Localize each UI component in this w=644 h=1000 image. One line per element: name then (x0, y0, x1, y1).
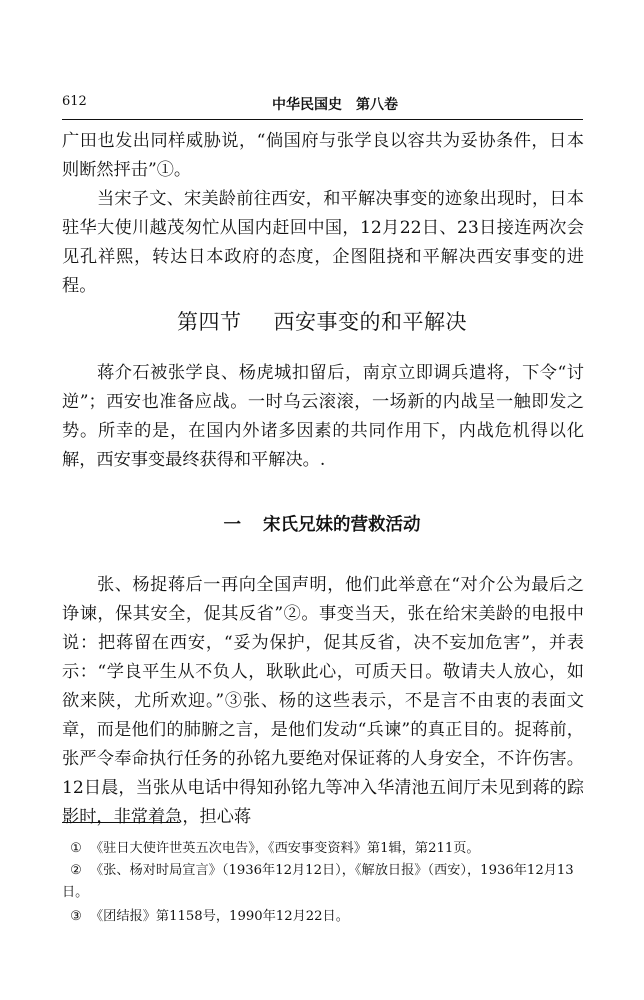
footnote-mark: ① (70, 841, 82, 856)
footnote-1 (62, 838, 584, 860)
paragraph-3: 蒋介石被张学良、杨虎城扣留后，南京立即调兵遣将，下令“讨逆”；西安也准备应战。一时乌云滚滚，一场新的内战呈一触即发之势。所幸的是，在国内外诸多因素的共同作用下，内战危机得以化解，西安事变最终获得和平解决。. (62, 363, 584, 470)
running-header (62, 94, 582, 116)
paragraph-4: 张、杨捉蒋后一再向全国声明，他们此举意在“对介公为最后之诤谏，保其安全，促其反省”②。事变当天，张在给宋美龄的电报中说：把蒋留在西安，“妥为保护，促其反省，决不妄加危害”，并表示：“学良平生从不负人，耿耿此心，可质天日。敬请夫人放心，如欲来陕，尤所欢迎。”③张、杨的这些表示，不是言不由衷的表面文章，而是他们的肺腑之言，是他们发动“兵谏”的真正目的。捉蒋前，张严令奉命执行任务的孙铭九要绝对保证蒋的人身安全，不许伤害。12日晨，当张从电话中得知孙铭九等冲入华清池五间厅未见到蒋的踪影时，非常着急，担心蒋 (62, 575, 584, 827)
subsection-heading (0, 511, 644, 536)
subsection-title-text: 宋氏兄妹的营救活动 (263, 515, 421, 535)
footnote-rule (62, 822, 180, 823)
footnote-mark: ③ (70, 909, 82, 924)
book-title: 中华民国史 第八卷 (272, 97, 398, 113)
section-title-text: 西安事变的和平解决 (273, 310, 467, 334)
footnote-text: 《张、杨对时局宣言》（1936年12月12日），《解放日报》（西安），1936年12月13日。 (62, 863, 574, 900)
footnote-3 (62, 906, 584, 928)
section-heading (0, 306, 644, 336)
page-number: 612 (62, 94, 87, 109)
footnote-2 (62, 860, 584, 904)
paragraph-2: 当宋子文、宋美龄前往西安，和平解决事变的迹象出现时，日本驻华大使川越茂匆忙从国内赶回中国，12月22日、23日接连两次会见孔祥熙，转达日本政府的态度，企图阻挠和平解决西安事变的进程。 (62, 189, 584, 296)
subsection-number: 一 (223, 515, 241, 535)
footnote-text: 《团结报》第1158号，1990年12月22日。 (90, 909, 349, 924)
footnote-text: 《驻日大使许世英五次电告》，《西安事变资料》第1辑，第211页。 (90, 841, 480, 856)
footnote-mark: ② (70, 863, 82, 878)
section-number: 第四节 (177, 310, 242, 334)
header-rule (62, 119, 583, 120)
paragraph-1: 广田也发出同样威胁说，“倘国府与张学良以容共为妥协条件，日本则断然抨击”①。 (62, 131, 584, 180)
